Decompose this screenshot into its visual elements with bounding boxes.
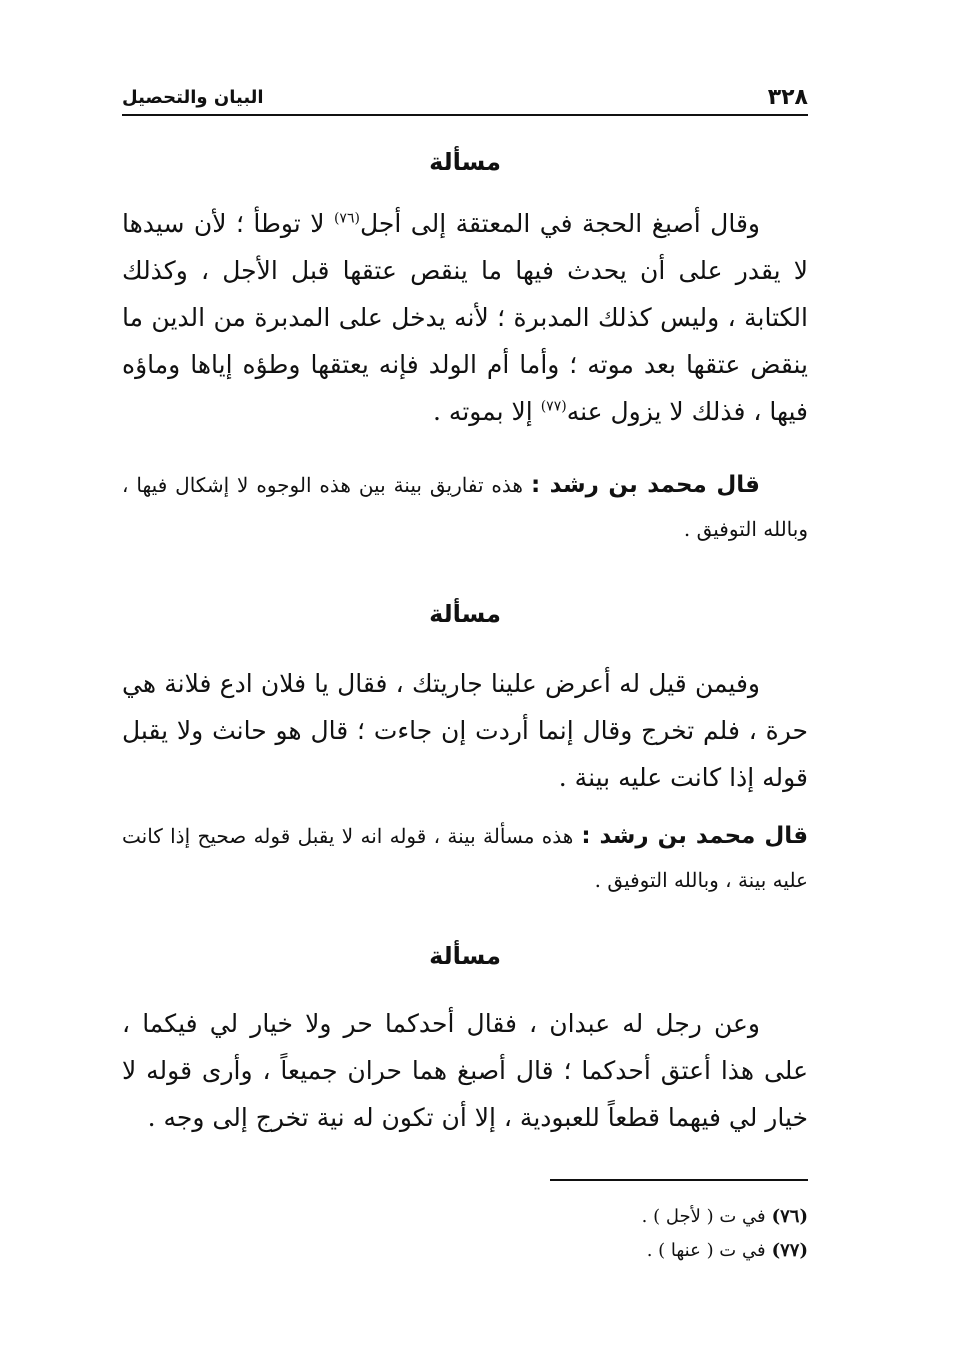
footnote: [122, 1234, 808, 1268]
footnote-divider: [550, 1179, 808, 1181]
footnote-reference: (٧٧): [540, 398, 567, 415]
section-heading: مسألة: [429, 600, 501, 628]
body-text-part: وقال أصبغ الحجة في المعتقة إلى أجل: [359, 209, 760, 238]
footnote-reference: (٧٦): [333, 210, 360, 227]
commentary: [122, 814, 808, 902]
section-heading: مسألة: [429, 148, 501, 176]
footnote-number: (٧٧): [771, 1240, 808, 1261]
body-text-part: وعن رجل له عبدان ، فقال أحدكما حر ولا خيار لي فيكما ، على هذا أعتق أحدكما ؛ قال أصبغ هما حران جميعاً ، وأرى قوله لا خيار لي فيهما قطعاً للعبودية ، إلا أن تكون له نية تخرج إلى وجه .: [122, 1009, 808, 1132]
running-header: [122, 80, 808, 116]
section-body: [122, 1000, 808, 1141]
footnote-text: في ت ( عنها ) .: [646, 1240, 766, 1261]
book-title: البيان والتحصيل: [122, 87, 264, 108]
body-text-part: لا توطأ ؛ لأن سيدها لا يقدر على أن يحدث فيها ما ينقص عتقها قبل الأجل ، وكذلك الكتابة ، وليس كذلك المدبرة ؛ لأنه يدخل على المدبرة من الدين ما ينقض عتقها بعد موته ؛ وأما أم الولد فإنه يعتقها وطؤه إياها وماؤه فيها ، فذلك لا يزول عنه: [122, 209, 808, 426]
section-body: [122, 660, 808, 801]
commentary-text: هذه مسألة بينة ، قوله انه لا يقبل قوله صحيح إذا كانت عليه بينة ، وبالله التوفيق .: [122, 824, 808, 892]
body-text-part: وفيمن قيل له أعرض علينا جاريتك ، فقال يا فلان ادع فلانة هي حرة ، فلم تخرج وقال إنما أردت إن جاءت ؛ قال هو حانث ولا يقبل قوله إذا كانت عليه بينة .: [122, 669, 808, 792]
section-heading: مسألة: [429, 942, 501, 970]
footnote-number: (٧٦): [771, 1206, 808, 1227]
footnotes: [122, 1200, 808, 1268]
commentary: [122, 463, 808, 551]
section-body: [122, 200, 808, 435]
page-number: ٣٢٨: [767, 85, 808, 110]
footnote-text: في ت ( لأجل ) .: [641, 1206, 766, 1227]
commentary-speaker: قال محمد بن رشد :: [581, 823, 808, 849]
body-text-part: إلا بموته .: [433, 397, 541, 426]
commentary-text: هذه تفاريق بينة بين هذه الوجوه لا إشكال فيها ، وبالله التوفيق .: [122, 473, 808, 541]
footnote: [122, 1200, 808, 1234]
commentary-speaker: قال محمد بن رشد :: [530, 472, 760, 498]
